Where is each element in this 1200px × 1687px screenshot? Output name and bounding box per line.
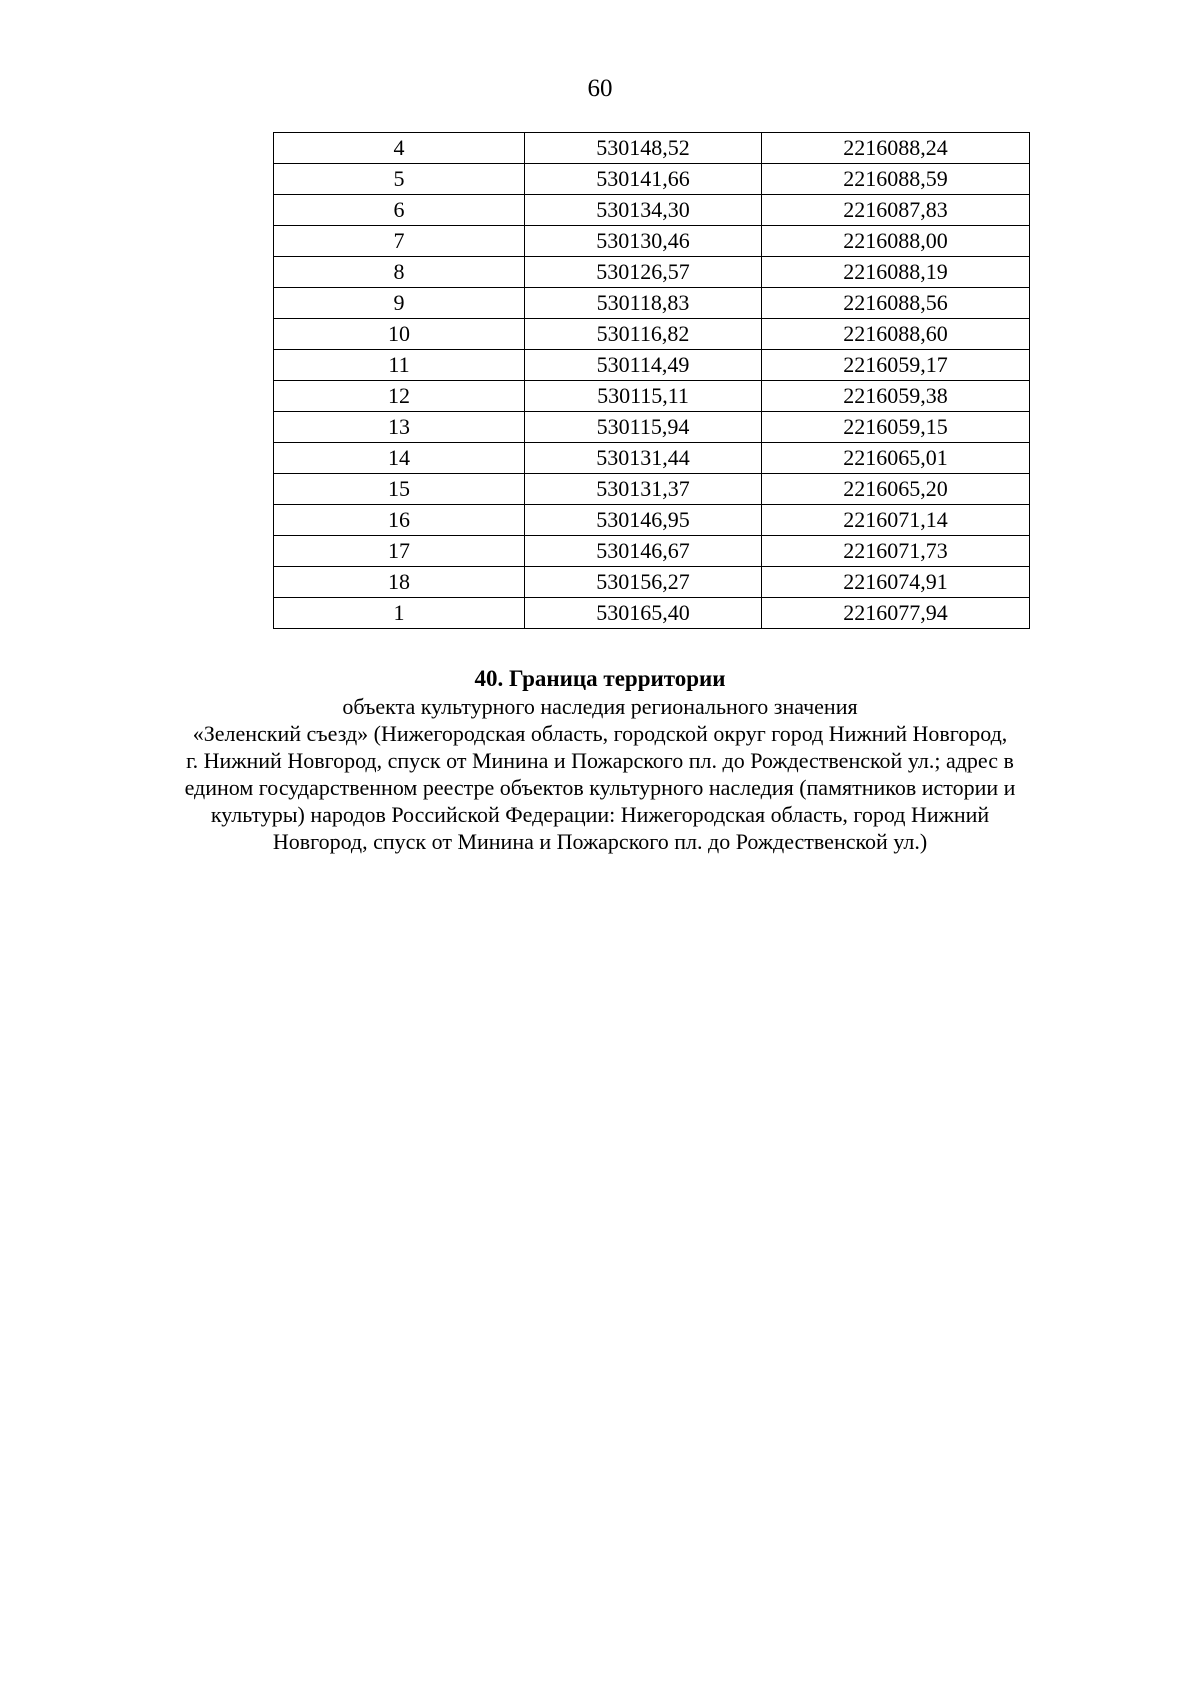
table-row xyxy=(274,536,1030,567)
point-number-cell: 5 xyxy=(274,164,525,195)
table-row xyxy=(274,567,1030,598)
table-row xyxy=(274,598,1030,629)
section-line: «Зеленский съезд» (Нижегородская область, городской округ город Нижний Новгород, xyxy=(192,721,1008,746)
section-line: культуры) народов Российской Федерации: Нижегородская область, город Нижний xyxy=(210,802,990,827)
x-coordinate-cell: 530131,44 xyxy=(525,443,762,474)
x-coordinate-cell: 530114,49 xyxy=(525,350,762,381)
point-number-cell: 16 xyxy=(274,505,525,536)
y-coordinate-cell: 2216059,15 xyxy=(762,412,1030,443)
section-40 xyxy=(180,665,1020,855)
x-coordinate-cell: 530156,27 xyxy=(525,567,762,598)
table-row xyxy=(274,226,1030,257)
section-line: Новгород, спуск от Минина и Пожарского пл. до Рождественской ул.) xyxy=(272,829,928,854)
y-coordinate-cell: 2216077,94 xyxy=(762,598,1030,629)
x-coordinate-cell: 530134,30 xyxy=(525,195,762,226)
y-coordinate-cell: 2216071,73 xyxy=(762,536,1030,567)
x-coordinate-cell: 530115,94 xyxy=(525,412,762,443)
section-line: г. Нижний Новгород, спуск от Минина и Пожарского пл. до Рождественской ул.; адрес в xyxy=(186,748,1014,773)
y-coordinate-cell: 2216088,56 xyxy=(762,288,1030,319)
table-row xyxy=(274,133,1030,164)
x-coordinate-cell: 530118,83 xyxy=(525,288,762,319)
y-coordinate-cell: 2216087,83 xyxy=(762,195,1030,226)
y-coordinate-cell: 2216065,20 xyxy=(762,474,1030,505)
point-number-cell: 13 xyxy=(274,412,525,443)
x-coordinate-cell: 530148,52 xyxy=(525,133,762,164)
table-row xyxy=(274,257,1030,288)
table-row xyxy=(274,319,1030,350)
x-coordinate-cell: 530146,95 xyxy=(525,505,762,536)
coordinates-table xyxy=(273,132,1030,629)
x-coordinate-cell: 530141,66 xyxy=(525,164,762,195)
point-number-cell: 9 xyxy=(274,288,525,319)
table-row xyxy=(274,474,1030,505)
table-row xyxy=(274,164,1030,195)
y-coordinate-cell: 2216088,24 xyxy=(762,133,1030,164)
table-row xyxy=(274,350,1030,381)
y-coordinate-cell: 2216065,01 xyxy=(762,443,1030,474)
table-row xyxy=(274,288,1030,319)
table-row xyxy=(274,381,1030,412)
section-line: едином государственном реестре объектов культурного наследия (памятников истории и xyxy=(184,775,1016,800)
section-heading: 40. Граница территории xyxy=(474,666,726,691)
point-number-cell: 11 xyxy=(274,350,525,381)
point-number-cell: 6 xyxy=(274,195,525,226)
x-coordinate-cell: 530165,40 xyxy=(525,598,762,629)
section-line: объекта культурного наследия регионального значения xyxy=(342,694,858,719)
point-number-cell: 10 xyxy=(274,319,525,350)
x-coordinate-cell: 530146,67 xyxy=(525,536,762,567)
point-number-cell: 8 xyxy=(274,257,525,288)
y-coordinate-cell: 2216059,17 xyxy=(762,350,1030,381)
x-coordinate-cell: 530115,11 xyxy=(525,381,762,412)
y-coordinate-cell: 2216088,59 xyxy=(762,164,1030,195)
table-row xyxy=(274,443,1030,474)
point-number-cell: 15 xyxy=(274,474,525,505)
page-number: 60 xyxy=(587,75,613,102)
point-number-cell: 14 xyxy=(274,443,525,474)
point-number-cell: 7 xyxy=(274,226,525,257)
point-number-cell: 1 xyxy=(274,598,525,629)
table-row xyxy=(274,412,1030,443)
y-coordinate-cell: 2216088,19 xyxy=(762,257,1030,288)
point-number-cell: 12 xyxy=(274,381,525,412)
x-coordinate-cell: 530116,82 xyxy=(525,319,762,350)
coordinates-table-body xyxy=(274,133,1030,629)
table-row xyxy=(274,195,1030,226)
y-coordinate-cell: 2216088,00 xyxy=(762,226,1030,257)
point-number-cell: 18 xyxy=(274,567,525,598)
y-coordinate-cell: 2216088,60 xyxy=(762,319,1030,350)
point-number-cell: 17 xyxy=(274,536,525,567)
y-coordinate-cell: 2216074,91 xyxy=(762,567,1030,598)
x-coordinate-cell: 530131,37 xyxy=(525,474,762,505)
point-number-cell: 4 xyxy=(274,133,525,164)
x-coordinate-cell: 530126,57 xyxy=(525,257,762,288)
x-coordinate-cell: 530130,46 xyxy=(525,226,762,257)
table-row xyxy=(274,505,1030,536)
y-coordinate-cell: 2216071,14 xyxy=(762,505,1030,536)
y-coordinate-cell: 2216059,38 xyxy=(762,381,1030,412)
